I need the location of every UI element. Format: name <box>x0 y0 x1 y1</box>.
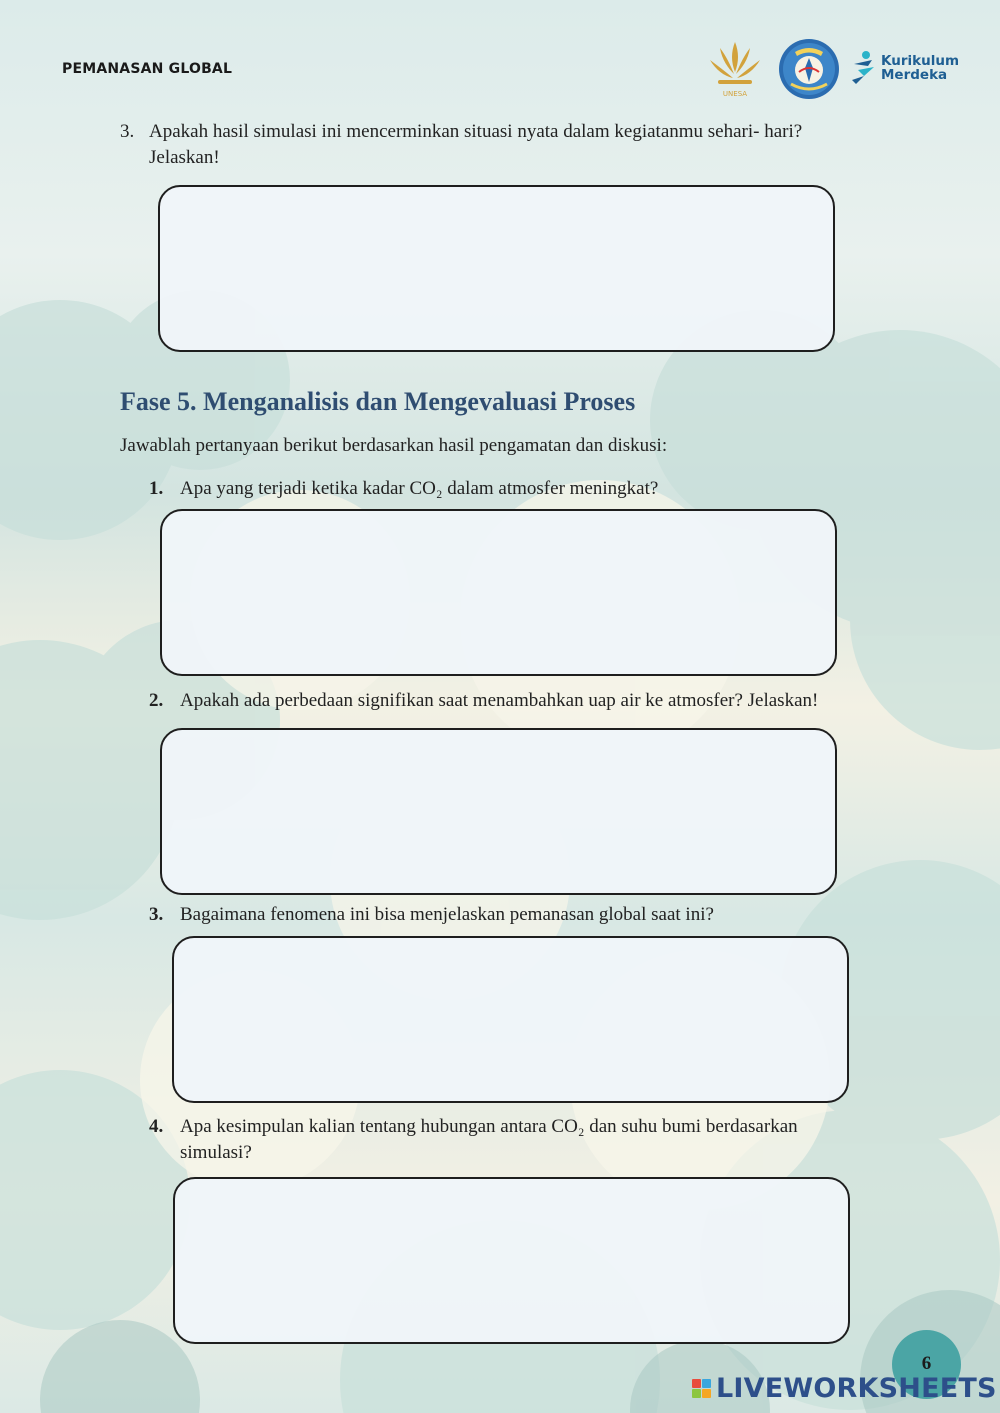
question-text-line1: Apakah hasil simulasi ini mencerminkan situasi nyata dalam kegiatanmu sehari- hari? <box>149 121 803 142</box>
kurikulum-text: Kurikulum <box>881 53 960 69</box>
question-number: 2. <box>149 690 164 711</box>
question-number: 3. <box>120 121 135 142</box>
unesa-logo-icon <box>704 38 766 100</box>
kurikulum-merdeka-wordmark <box>881 54 959 82</box>
question-text: Apakah ada perbedaan signifikan saat menambahkan uap air ke atmosfer? Jelaskan! <box>180 690 819 711</box>
answer-box-3[interactable] <box>172 936 849 1103</box>
phase-intro: Jawablah pertanyaan berikut berdasarkan hasil pengamatan dan diskusi: <box>120 435 668 456</box>
svg-text:UNESA: UNESA <box>722 90 748 98</box>
question-number: 1. <box>149 478 164 499</box>
phase-title: Fase 5. Menganalisis dan Mengevaluasi Proses <box>120 387 636 416</box>
liveworksheets-grid-icon <box>692 1379 711 1398</box>
answer-box-4[interactable] <box>173 1177 850 1344</box>
question-1 <box>149 476 869 502</box>
header-title: PEMANASAN GLOBAL <box>62 61 233 77</box>
question-number: 3. <box>149 904 164 925</box>
question-3 <box>149 902 869 928</box>
page-number: 6 <box>921 1353 932 1374</box>
question-text-line2: simulasi? <box>180 1142 252 1163</box>
liveworksheets-brand: LIVEWORKSHEETS <box>716 1373 997 1404</box>
question-2 <box>149 688 869 714</box>
question-number: 4. <box>149 1116 164 1137</box>
merdeka-text: Merdeka <box>881 67 948 83</box>
question-prev-3 <box>120 119 860 171</box>
tut-wuri-handayani-logo-icon <box>777 38 841 100</box>
answer-box-1[interactable] <box>160 509 837 676</box>
liveworksheets-logo <box>692 1373 997 1404</box>
answer-box-prev-3[interactable] <box>158 185 835 352</box>
question-text-line1: Apa kesimpulan kalian tentang hubungan antara CO₂ dan suhu bumi berdasarkan <box>180 1116 798 1137</box>
question-text-line2: Jelaskan! <box>149 147 220 168</box>
question-4 <box>149 1114 869 1166</box>
question-text: Bagaimana fenomena ini bisa menjelaskan pemanasan global saat ini? <box>180 904 714 925</box>
question-text: Apa yang terjadi ketika kadar CO₂ dalam atmosfer meningkat? <box>180 478 659 499</box>
kurikulum-merdeka-logo-icon <box>850 50 878 86</box>
answer-box-2[interactable] <box>160 728 837 895</box>
